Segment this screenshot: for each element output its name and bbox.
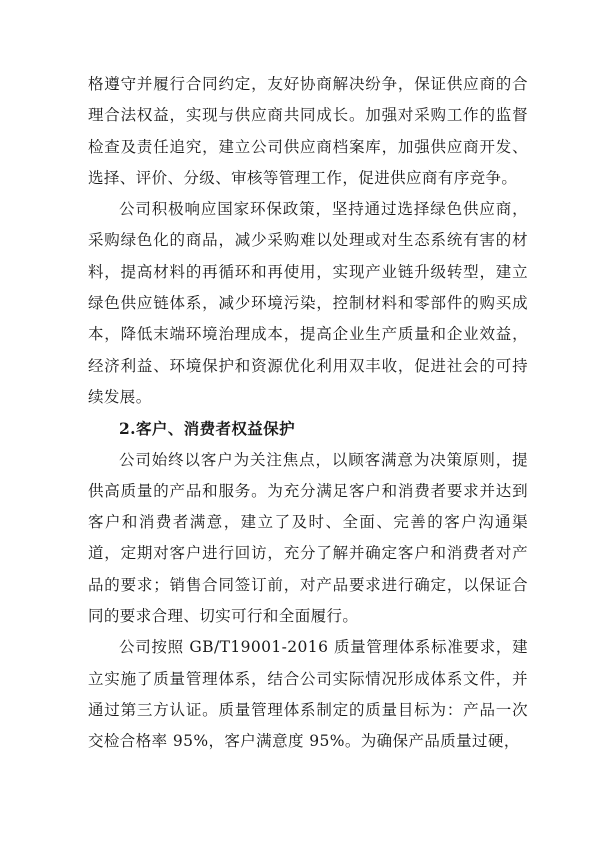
paragraph-customer-focus: 公司始终以客户为关注焦点，以顾客满意为决策原则，提供高质量的产品和服务。为充分满足客户和消费者要求并达到客户和消费者满意，建立了及时、全面、完善的客户沟通渠道，定期对客户进行回访，充分了解并确定客户和消费者对产品的要求；销售合同签订前，对产品要求进行确定，以保证合同的要求合理、切实可行和全面履行。	[88, 450, 528, 626]
paragraph-supplier-obligations: 格遵守并履行合同约定，友好协商解决纷争，保证供应商的合理合法权益，实现与供应商共同成长。加强对采购工作的监督检查及责任追究，建立公司供应商档案库，加强供应商开发、选择、评价、分级、审核等管理工作，促进供应商有序竞争。	[88, 75, 528, 187]
paragraph-green-procurement: 公司积极响应国家环保政策，坚持通过选择绿色供应商，采购绿色化的商品，减少采购难以处理或对生态系统有害的材料，提高材料的再循环和再使用，实现产业链升级转型，建立绿色供应链体系，减少环境污染，控制材料和零部件的购买成本，降低末端环境治理成本，提高企业生产质量和企业效益，经济利益、环境保护和资源优化利用双丰收，促进社会的可持续发展。	[88, 200, 528, 406]
paragraph-quality-management: 公司按照 GB/T19001-2016 质量管理体系标准要求，建立实施了质量管理体系，结合公司实际情况形成体系文件，并通过第三方认证。质量管理体系制定的质量目标为：产品一次交检合格率 95%，客户满意度 95%。为确保产品质量过硬，	[88, 638, 528, 751]
document-body	[88, 69, 528, 758]
section-heading-customer-rights: 2.客户、消费者权益保护	[119, 419, 295, 439]
